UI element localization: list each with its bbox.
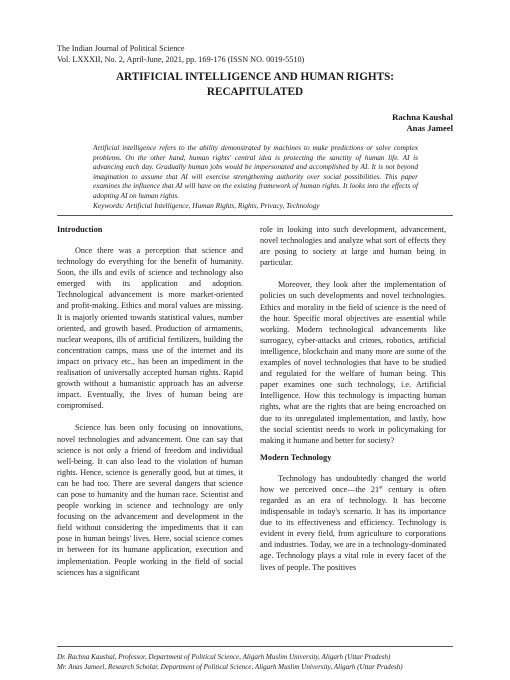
body-paragraph: Moreover, they look after the implementation of policies on such developments and novel technologies. Ethics and morality in the field of science is the need of the hour. Specific moral objectives are essential while working. Modern technological advancements like surrogacy, cyber-attacks and crimes, robotics, artificial intelligence, blockchain and many more are some of the examples of novel technologies that have to be studied and regulated for the welfare of human being. This paper examines one such technology, i.e. Artificial Intelligence. How this technology is impacting human rights, what are the rights that are being encroached on due to its unregulated implementation, and lastly, how the social scientist needs to work in policymaking for making it humane and better for society?	[260, 280, 446, 445]
left-column	[57, 224, 243, 578]
paper-title-line-2: RECAPITULATED	[206, 86, 304, 98]
author-list	[392, 112, 453, 134]
author-name: Rachna Kaushal	[392, 112, 453, 122]
keywords: Keywords: Artificial Intelligence, Human Rights, Rights, Privacy, Technology	[93, 200, 320, 210]
paper-title	[57, 70, 453, 100]
header-divider	[57, 215, 453, 216]
paper-title-line-1: ARTIFICIAL INTELLIGENCE AND HUMAN RIGHTS:	[115, 71, 395, 83]
journal-issue: Vol. LXXXII, No. 2, April-June, 2021, pp. 169-176 (ISSN NO. 0019-5510)	[57, 55, 305, 64]
journal-header	[57, 43, 304, 65]
body-paragraph: Once there was a perception that science and technology do everything for the benefit of humanity. Soon, the ills and evils of science and technology also emerged with its application and adoption. Technological advancement is more market-oriented and profit-making. Ethics and moral values are missing. It is majorly oriented towards statistical values, number oriented, and growth based. Production of armaments, nuclear weapons, ills of artificial fertilizers, building the concentration camps, mass use of the internet and its impact on privacy etc., has been an impediment in the realisation of universally accepted human rights. Rapid growth without a humanistic approach has an adverse impact. Eventually, the lives of human being are compromised.	[57, 246, 243, 411]
author-name: Anas Jameel	[406, 123, 453, 133]
journal-name: The Indian Journal of Political Science	[57, 44, 185, 53]
abstract	[93, 143, 418, 210]
body-paragraph: Science has been only focusing on innovations, novel technologies and advancement. One can say that science is not only a friend of freedom and individual well-being. It can also lead to the violation of human rights. Hence, science is generally good, but at times, it can be bad too. There are several dangers that science can pose to humanity and the human race. Scientist and people working in science and technology are only focusing on the advancement and development in the field without considering the impediments that it can pose in human beings' lives. Here, social science comes in between for its humane application, execution and implementation. People working in the field of social sciences has a significant	[57, 423, 243, 577]
footnote: Mr. Anas Jameel, Research Scholar, Department of Political Science, Aligarh Muslim University, Aligarh (Uttar Pradesh)	[57, 663, 403, 671]
body-paragraph: Technology has undoubtedly changed the world how we perceived once—the 21st century is often regarded as an era of technology. It has become indispensable in today's scenario. It has its importance due to its effectiveness and efficiency. Technology is evident in every field, from agriculture to corporations and industries. Today, we are in a technology-dominated age. Technology plays a vital role in every facet of the lives of people. The positives	[260, 473, 446, 572]
footnote: Dr. Rachna Kaushal, Professor, Department of Political Science, Aligarh Muslim University, Aligarh (Uttar Pradesh)	[57, 653, 391, 661]
footnotes	[57, 652, 453, 672]
footnote-divider	[57, 646, 453, 647]
body-paragraph: role in looking into such development, advancement, novel technologies and analyze what sort of effects they are posing to society at large and human being in particular.	[260, 225, 446, 268]
right-column	[260, 224, 446, 573]
abstract-text: Artificial intelligence refers to the ability demonstrated by machines to make predictions or solve complex problems. On the other hand, human rights' central idea is protecting the sanctity of human life. AI is advancing each day. Gradually human jobs would be impersonated and accomplished by AI. It is not beyond imagination to assume that AI will exercise strengthening authority over social possibilities. This paper examines the influence that AI will have on the existing framework of human rights. It looks into the effects of adopting AI on human rights.	[93, 143, 418, 200]
section-heading-introduction: Introduction	[57, 225, 103, 234]
section-heading-modern-technology: Modern Technology	[260, 452, 332, 462]
